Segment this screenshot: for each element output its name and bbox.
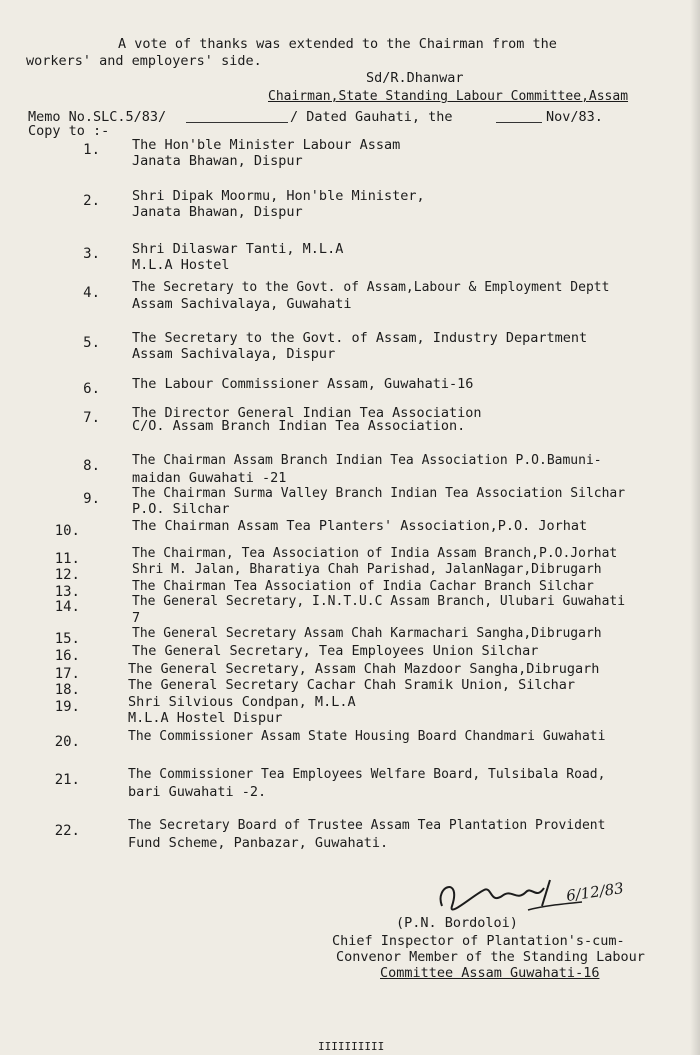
recipient-address: M.L.A Hostel Dispur — [128, 710, 283, 726]
recipient-number: 1. — [83, 142, 100, 158]
memo-dated: / Dated Gauhati, the — [290, 109, 453, 125]
recipient-address: C/O. Assam Branch Indian Tea Association. — [132, 418, 466, 434]
recipient-number: 3. — [83, 246, 100, 262]
recipient-number: 7. — [83, 410, 100, 426]
recipient-number: 2. — [83, 193, 100, 209]
recipient-number: 22. — [54, 823, 80, 839]
recipient-address: M.L.A Hostel — [132, 257, 230, 273]
recipient-name: The Hon'ble Minister Labour Assam — [132, 137, 401, 153]
recipient-name: The Commissioner Tea Employees Welfare Board, Tulsibala Road, — [128, 767, 606, 782]
recipient-name: Shri Silvious Condpan, M.L.A — [128, 694, 356, 710]
recipient-number: 5. — [83, 335, 100, 351]
memo-date: Nov/83. — [546, 109, 603, 125]
recipient-number: 21. — [54, 772, 80, 788]
recipient-name: The Chairman Assam Tea Planters' Association,P.O. Jorhat — [132, 518, 588, 534]
recipient-name: The General Secretary Assam Chah Karmachari Sangha,Dibrugarh — [132, 626, 602, 641]
recipient-number: 20. — [54, 734, 80, 750]
recipient-name: The Chairman Assam Branch Indian Tea Association P.O.Bamuni- — [132, 453, 602, 468]
recipient-number: 17. — [54, 666, 80, 682]
recipient-name: The General Secretary Cachar Chah Sramik Union, Silchar — [128, 677, 576, 693]
recipient-name: The Secretary to the Govt. of Assam,Labour & Employment Deptt — [132, 280, 610, 295]
recipient-address: 7 — [132, 610, 141, 626]
recipient-name: The Chairman Surma Valley Branch Indian Tea Association Silchar — [132, 486, 626, 501]
recipient-address: Assam Sachivalaya, Guwahati — [132, 296, 352, 312]
memo-number: Memo No.SLC.5/83/ — [28, 109, 167, 125]
recipient-name: The Labour Commissioner Assam, Guwahati-16 — [132, 376, 474, 392]
signatory-title-line-1: Chief Inspector of Plantation's-cum- — [332, 933, 625, 949]
recipient-number: 4. — [83, 285, 100, 301]
intro-line-1: A vote of thanks was extended to the Chairman from the — [118, 36, 557, 52]
recipient-name: The General Secretary, Assam Chah Mazdoor Sangha,Dibrugarh — [128, 661, 600, 677]
recipient-address: P.O. Silchar — [132, 501, 230, 517]
recipient-name: Shri Dilaswar Tanti, M.L.A — [132, 241, 344, 257]
recipient-name: The Director General Indian Tea Association — [132, 405, 482, 421]
recipient-address: bari Guwahati -2. — [128, 784, 267, 800]
chairman-title: Chairman,State Standing Labour Committee,Assam — [268, 89, 629, 104]
recipient-number: 15. — [54, 631, 80, 647]
recipient-address: maidan Guwahati -21 — [132, 470, 287, 486]
recipient-number: 6. — [83, 381, 100, 397]
intro-line-2: workers' and employers' side. — [26, 53, 262, 69]
recipient-name: The Chairman Tea Association of India Cachar Branch Silchar — [132, 579, 594, 594]
recipient-name: The Chairman, Tea Association of India Assam Branch,P.O.Jorhat — [132, 546, 618, 561]
recipient-address: Assam Sachivalaya, Dispur — [132, 346, 336, 362]
recipient-number: 18. — [54, 682, 80, 698]
footer-mark: IIIIIIIIII — [318, 1040, 385, 1053]
recipient-number: 16. — [54, 648, 80, 664]
recipient-name: The General Secretary, Tea Employees Union Silchar — [132, 643, 539, 659]
page-edge-shadow — [690, 0, 700, 1055]
signatory-name: (P.N. Bordoloi) — [396, 915, 518, 931]
recipient-number: 11. — [54, 551, 80, 567]
recipient-address: Janata Bhawan, Dispur — [132, 204, 303, 220]
recipient-number: 12. — [54, 567, 80, 583]
recipient-number: 8. — [83, 458, 100, 474]
recipient-name: Shri M. Jalan, Bharatiya Chah Parishad, JalanNagar,Dibrugarh — [132, 562, 602, 577]
date-blank-line — [496, 122, 542, 123]
recipient-number: 19. — [54, 699, 80, 715]
recipient-address: Janata Bhawan, Dispur — [132, 153, 303, 169]
copy-to-label: Copy to :- — [28, 123, 110, 139]
chairman-signature: Sd/R.Dhanwar — [366, 70, 464, 86]
recipient-name: The Secretary Board of Trustee Assam Tea Plantation Provident — [128, 818, 606, 833]
recipient-name: The General Secretary, I.N.T.U.C Assam Branch, Ulubari Guwahati — [132, 594, 626, 609]
recipient-address: Fund Scheme, Panbazar, Guwahati. — [128, 835, 389, 851]
signatory-title-line-2: Convenor Member of the Standing Labour — [336, 949, 645, 965]
recipient-number: 14. — [54, 599, 80, 615]
recipient-name: The Secretary to the Govt. of Assam, Industry Department — [132, 330, 588, 346]
handwritten-date: 6/12/83 — [565, 879, 625, 905]
signatory-title-line-3: Committee Assam Guwahati-16 — [380, 965, 600, 981]
recipient-name: Shri Dipak Moormu, Hon'ble Minister, — [132, 188, 425, 204]
recipient-name: The Commissioner Assam State Housing Board Chandmari Guwahati — [128, 729, 606, 744]
recipient-number: 10. — [54, 523, 80, 539]
recipient-number: 9. — [83, 491, 100, 507]
recipient-number: 13. — [54, 584, 80, 600]
memo-blank-line — [186, 122, 288, 123]
